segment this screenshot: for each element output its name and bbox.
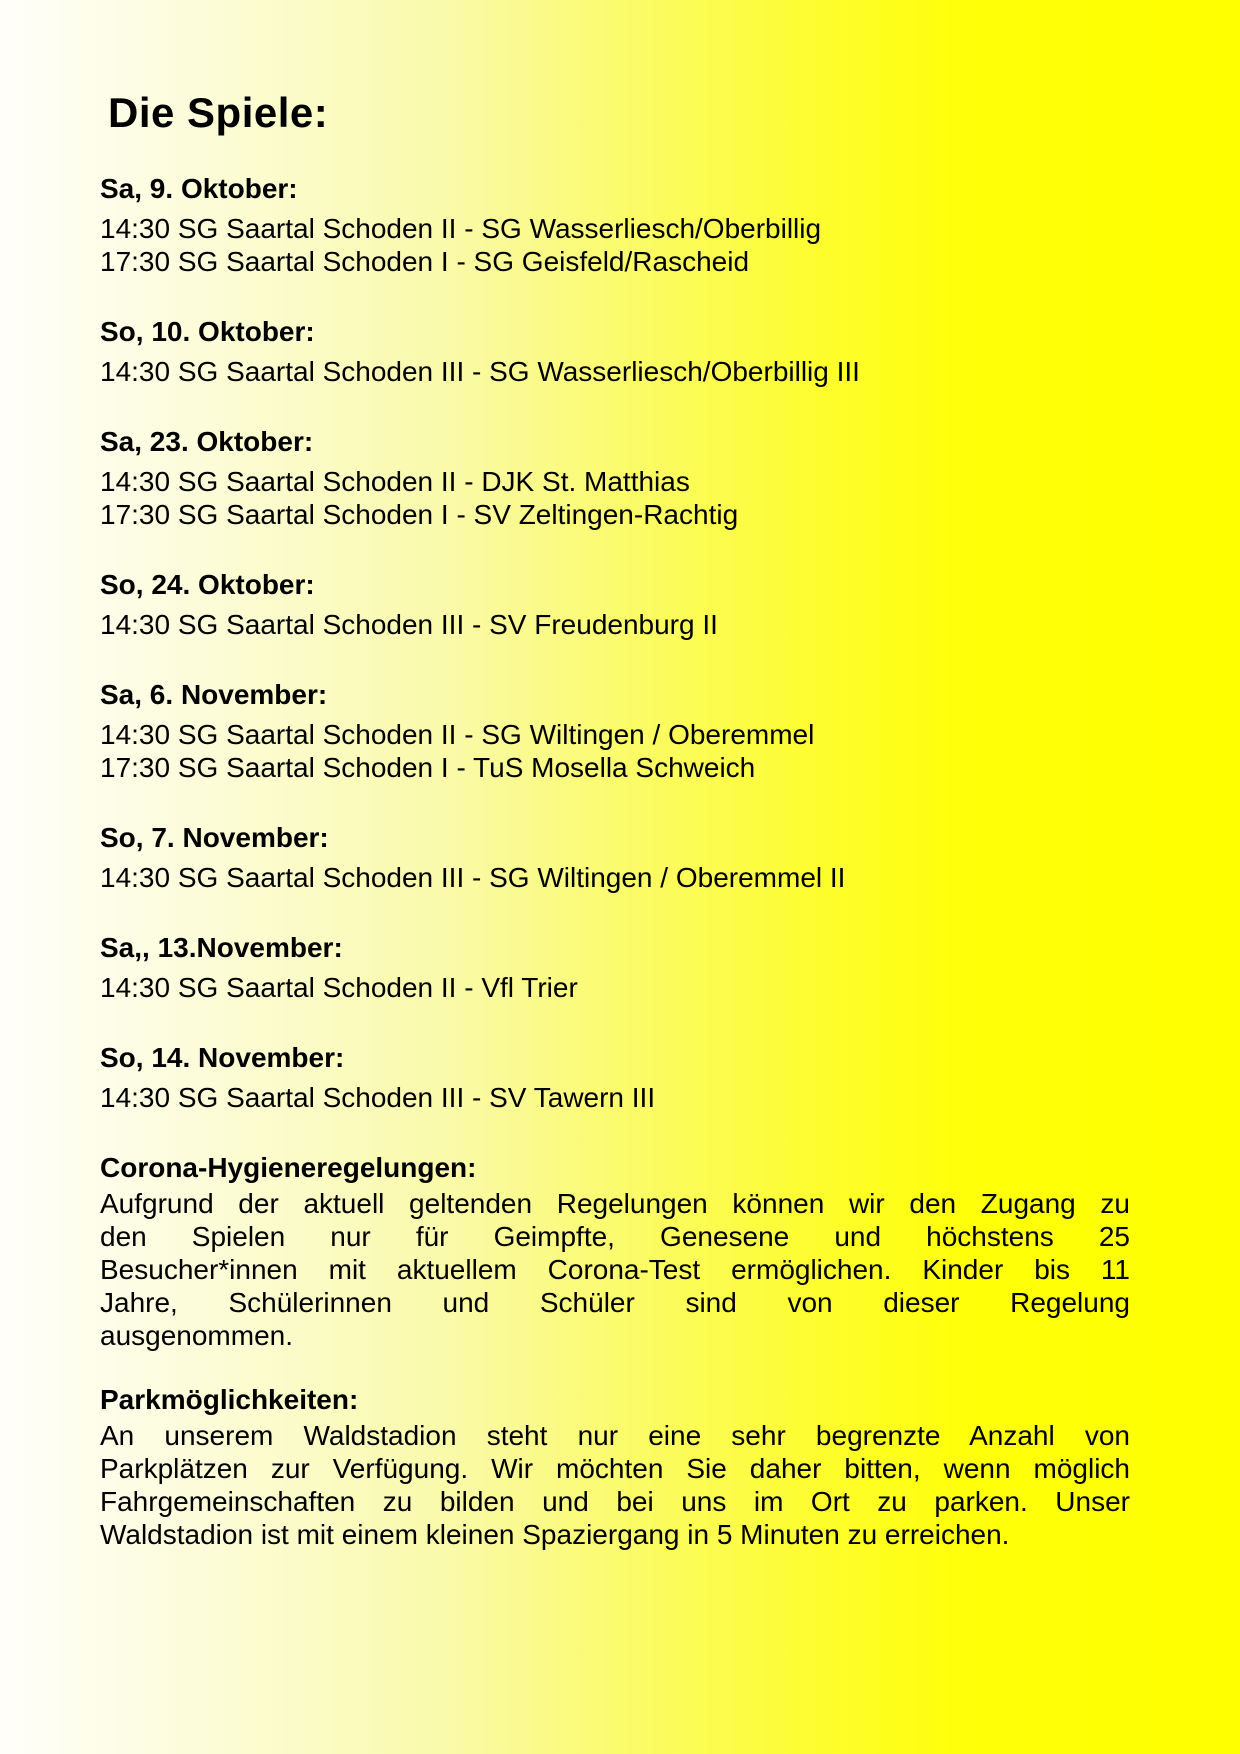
notices bbox=[100, 1151, 1130, 1551]
notice-line: Aufgrund der aktuell geltenden Regelungen können wir den Zugang zu bbox=[100, 1188, 1130, 1219]
schedule-section bbox=[100, 1041, 1130, 1114]
schedule-section bbox=[100, 931, 1130, 1004]
section-games bbox=[100, 861, 1130, 894]
schedule-section bbox=[100, 678, 1130, 784]
notice-header: Parkmöglichkeiten: bbox=[100, 1384, 359, 1415]
schedule-section bbox=[100, 172, 1130, 278]
section-header: So, 14. November: bbox=[100, 1042, 345, 1073]
notice-line: Waldstadion ist mit einem kleinen Spaziergang in 5 Minuten zu erreichen. bbox=[100, 1519, 1010, 1550]
notice-line: An unserem Waldstadion steht nur eine sehr begrenzte Anzahl von bbox=[100, 1420, 1130, 1451]
section-games bbox=[100, 355, 1130, 388]
game-line: 14:30 SG Saartal Schoden III - SV Freudenburg II bbox=[100, 609, 718, 640]
page-title: Die Spiele: bbox=[108, 89, 329, 136]
section-header: So, 10. Oktober: bbox=[100, 316, 315, 347]
schedule-section bbox=[100, 425, 1130, 531]
game-line: 14:30 SG Saartal Schoden III - SV Tawern III bbox=[100, 1082, 656, 1113]
section-games bbox=[100, 971, 1130, 1004]
notice-body bbox=[100, 1187, 1130, 1352]
schedule-section bbox=[100, 821, 1130, 894]
notice-header: Corona-Hygieneregelungen: bbox=[100, 1152, 477, 1183]
section-header: Sa, 9. Oktober: bbox=[100, 173, 298, 204]
notice-line: Besucher*innen mit aktuellem Corona-Test ermöglichen. Kinder bis 11 bbox=[100, 1254, 1130, 1285]
notice-line: ausgenommen. bbox=[100, 1320, 294, 1351]
section-games bbox=[100, 718, 1130, 784]
notice-line: Jahre, Schülerinnen und Schüler sind von dieser Regelung bbox=[100, 1287, 1130, 1318]
game-line: 14:30 SG Saartal Schoden II - SG Wasserliesch/Oberbillig bbox=[100, 213, 822, 244]
section-games bbox=[100, 1081, 1130, 1114]
game-line: 14:30 SG Saartal Schoden II - SG Wiltingen / Oberemmel bbox=[100, 719, 815, 750]
section-games bbox=[100, 465, 1130, 531]
game-line: 14:30 SG Saartal Schoden II - Vfl Trier bbox=[100, 972, 578, 1003]
section-games bbox=[100, 608, 1130, 641]
notice-body bbox=[100, 1419, 1130, 1551]
section-header: So, 24. Oktober: bbox=[100, 569, 315, 600]
notice-block bbox=[100, 1383, 1130, 1551]
game-line: 14:30 SG Saartal Schoden III - SG Wiltingen / Oberemmel II bbox=[100, 862, 846, 893]
notice-line: den Spielen nur für Geimpfte, Genesene und höchstens 25 bbox=[100, 1221, 1130, 1252]
schedule-section bbox=[100, 315, 1130, 388]
game-line: 14:30 SG Saartal Schoden III - SG Wasserliesch/Oberbillig III bbox=[100, 356, 860, 387]
schedule bbox=[100, 172, 1130, 1114]
game-line: 14:30 SG Saartal Schoden II - DJK St. Matthias bbox=[100, 466, 690, 497]
game-line: 17:30 SG Saartal Schoden I - TuS Mosella Schweich bbox=[100, 752, 756, 783]
section-header: Sa,, 13.November: bbox=[100, 932, 343, 963]
notice-line: Parkplätzen zur Verfügung. Wir möchten Sie daher bitten, wenn möglich bbox=[100, 1453, 1130, 1484]
notice-line: Fahrgemeinschaften zu bilden und bei uns im Ort zu parken. Unser bbox=[100, 1486, 1130, 1517]
section-header: So, 7. November: bbox=[100, 822, 329, 853]
notice-block bbox=[100, 1151, 1130, 1352]
section-header: Sa, 6. November: bbox=[100, 679, 328, 710]
section-games bbox=[100, 212, 1130, 278]
schedule-section bbox=[100, 568, 1130, 641]
game-line: 17:30 SG Saartal Schoden I - SV Zeltingen-Rachtig bbox=[100, 499, 739, 530]
game-line: 17:30 SG Saartal Schoden I - SG Geisfeld/Rascheid bbox=[100, 246, 750, 277]
section-header: Sa, 23. Oktober: bbox=[100, 426, 314, 457]
